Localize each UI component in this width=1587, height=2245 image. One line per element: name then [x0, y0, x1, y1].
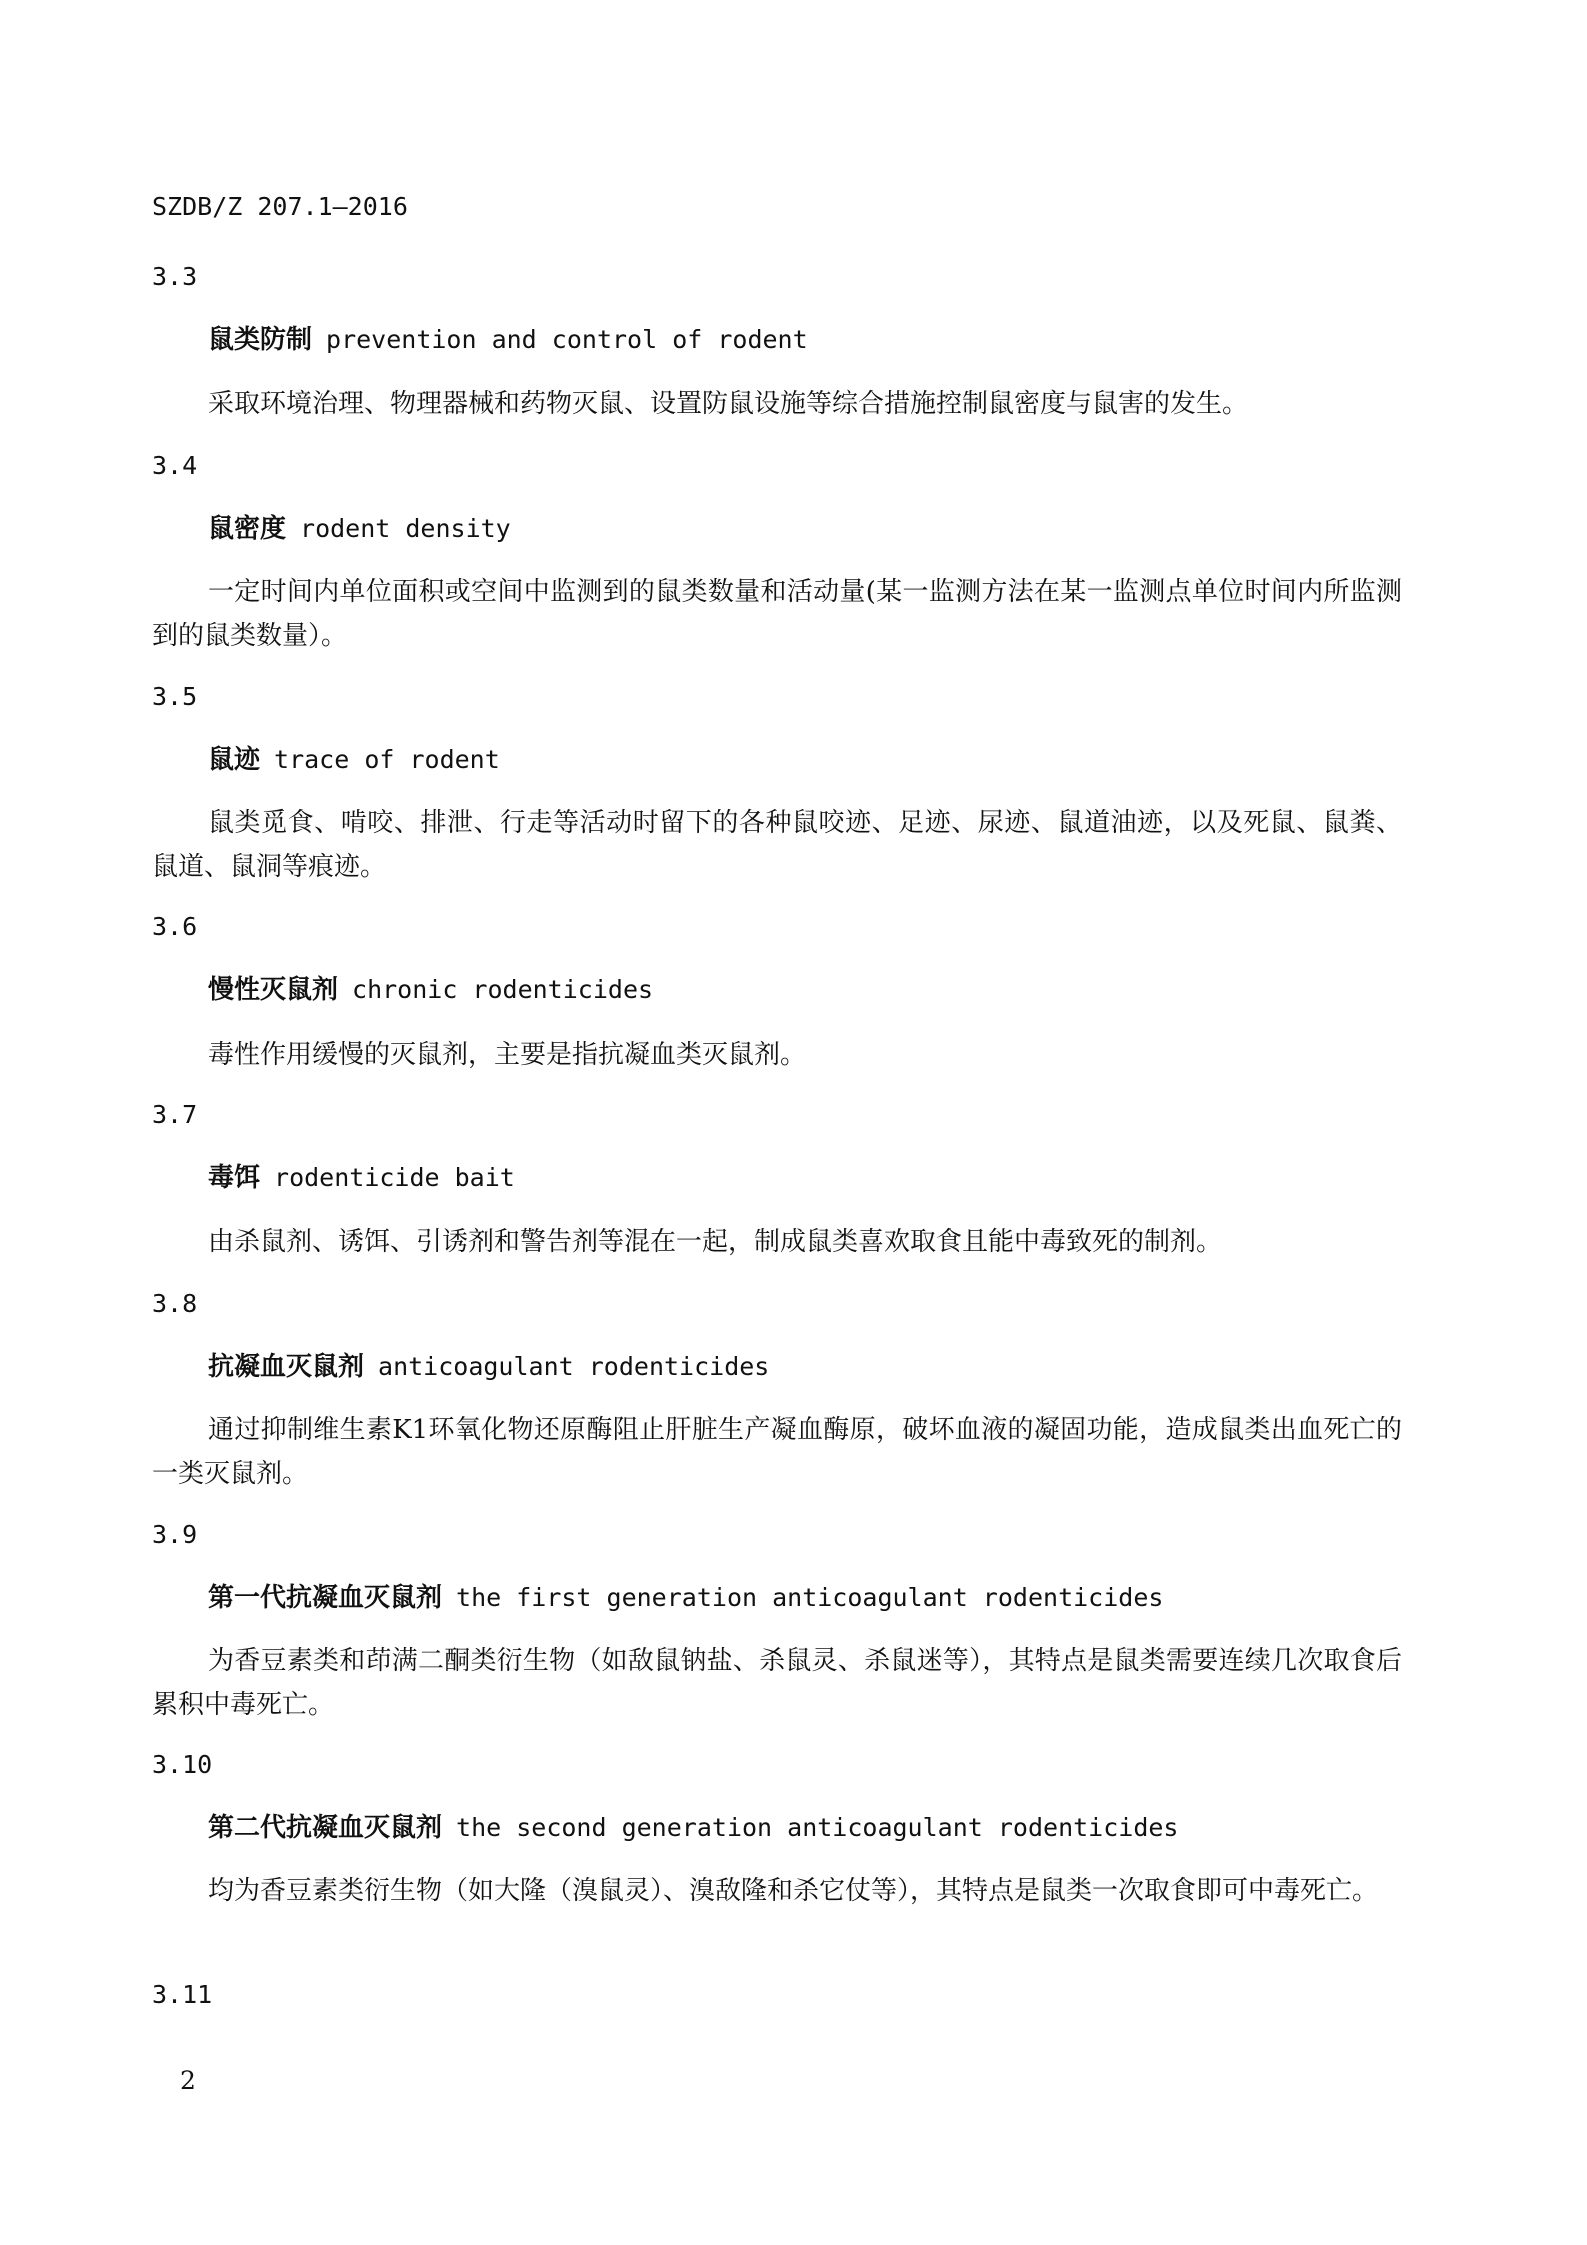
- term-heading: [208, 1163, 515, 1193]
- term-english: prevention and control of rodent: [326, 325, 808, 354]
- term-heading: [208, 745, 500, 775]
- term-definition: 鼠类觅食、啃咬、排泄、行走等活动时留下的各种鼠咬迹、足迹、尿迹、鼠道油迹，以及死鼠、鼠粪、鼠道、鼠洞等痕迹。: [152, 808, 1402, 882]
- term-heading: [208, 325, 808, 355]
- clause-number: 3.9: [152, 1520, 198, 1549]
- standard-code-header: SZDB/Z 207.1—2016: [152, 192, 408, 221]
- term-definition: 由杀鼠剂、诱饵、引诱剂和警告剂等混在一起，制成鼠类喜欢取食且能中毒致死的制剂。: [208, 1227, 1223, 1257]
- clause-number: 3.5: [152, 682, 198, 711]
- term-english: chronic rodenticides: [352, 975, 654, 1004]
- term-english: anticoagulant rodenticides: [378, 1352, 770, 1381]
- term-chinese: 慢性灭鼠剂: [208, 975, 339, 1005]
- term-definition: 一定时间内单位面积或空间中监测到的鼠类数量和活动量(某一监测方法在某一监测点单位时间内所监测到的鼠类数量）。: [152, 577, 1402, 651]
- term-heading: [208, 1352, 769, 1382]
- term-definition: 通过抑制维生素K1环氧化物还原酶阻止肝脏生产凝血酶原，破坏血液的凝固功能，造成鼠类出血死亡的一类灭鼠剂。: [152, 1415, 1402, 1489]
- term-chinese: 鼠类防制: [208, 325, 313, 355]
- term-chinese: 第二代抗凝血灭鼠剂: [208, 1813, 443, 1843]
- clause-number: 3.8: [152, 1289, 198, 1318]
- term-english: the first generation anticoagulant rodenticides: [456, 1583, 1164, 1612]
- clause-number: 3.3: [152, 262, 198, 291]
- term-definition: 均为香豆素类衍生物（如大隆（溴鼠灵）、溴敌隆和杀它仗等），其特点是鼠类一次取食即可中毒死亡。: [208, 1876, 1379, 1906]
- term-english: trace of rodent: [274, 745, 500, 774]
- clause-number: 3.4: [152, 451, 198, 480]
- clause-number: 3.6: [152, 912, 198, 941]
- term-heading: [208, 975, 653, 1005]
- term-heading: [208, 1813, 1178, 1843]
- clause-number: 3.11: [152, 1980, 213, 2009]
- term-chinese: 第一代抗凝血灭鼠剂: [208, 1583, 443, 1613]
- term-definition: 毒性作用缓慢的灭鼠剂，主要是指抗凝血类灭鼠剂。: [208, 1040, 807, 1070]
- term-chinese: 毒饵: [208, 1163, 261, 1193]
- term-definition: 采取环境治理、物理器械和药物灭鼠、设置防鼠设施等综合措施控制鼠密度与鼠害的发生。: [208, 389, 1249, 419]
- term-english: rodent density: [300, 514, 511, 543]
- term-english: rodenticide bait: [274, 1163, 515, 1192]
- clause-number: 3.7: [152, 1100, 198, 1129]
- term-definition: 为香豆素类和茚满二酮类衍生物（如敌鼠钠盐、杀鼠灵、杀鼠迷等），其特点是鼠类需要连续几次取食后累积中毒死亡。: [152, 1646, 1402, 1720]
- term-chinese: 鼠密度: [208, 514, 287, 544]
- term-chinese: 抗凝血灭鼠剂: [208, 1352, 365, 1382]
- term-english: the second generation anticoagulant rodenticides: [456, 1813, 1179, 1842]
- page-number: 2: [180, 2066, 196, 2095]
- clause-number: 3.10: [152, 1750, 213, 1779]
- term-chinese: 鼠迹: [208, 745, 261, 775]
- term-heading: [208, 1583, 1163, 1613]
- term-heading: [208, 514, 511, 544]
